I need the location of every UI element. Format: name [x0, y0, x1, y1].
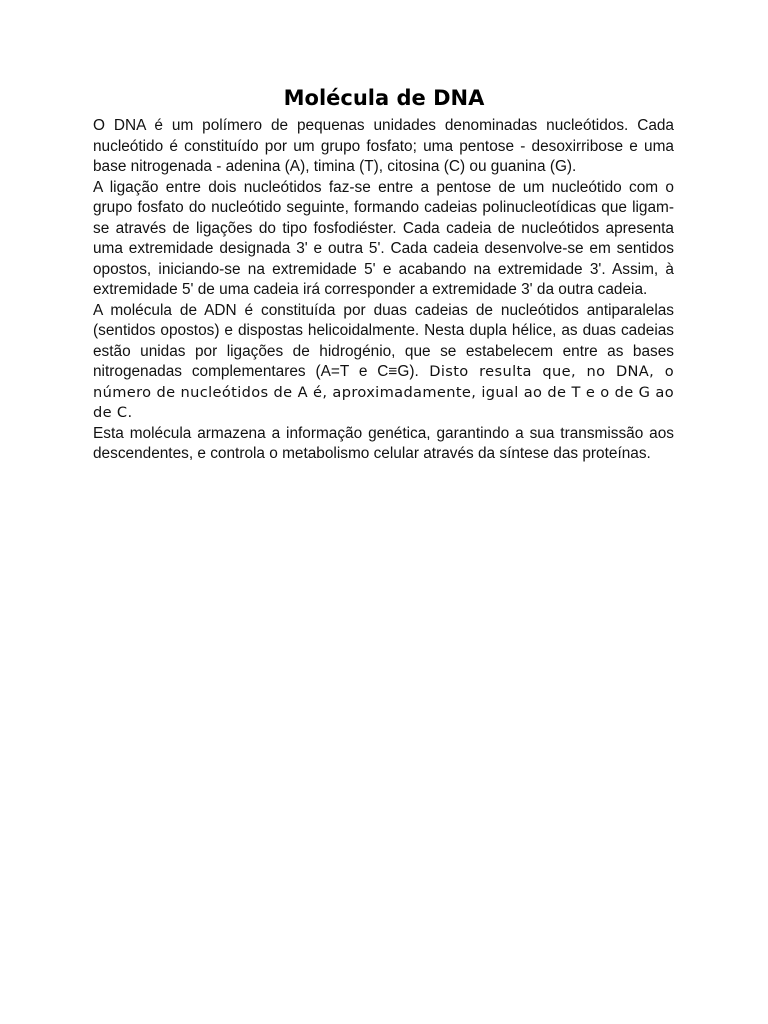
document-title: Molécula de DNA: [283, 86, 485, 110]
paragraph-text: Esta molécula armazena a informação genética, garantindo a sua transmissão aos descendentes, e controla o metabolismo celular através da síntese das proteínas.: [93, 424, 674, 462]
paragraph-text: A ligação entre dois nucleótidos faz-se entre a pentose de um nucleótido com o grupo fosfato do nucleótido seguinte, formando cadeias polinucleotídicas que ligam-se através de ligações do tipo fosfodiéster. Cada cadeia de nucleótidos apresenta uma extremidade designada 3' e outra 5'. Cada cadeia desenvolve-se em sentidos opostos, iniciando-se na extremidade 5' e acabando na extremidade 3'. Assim, à extremidade 5' de uma cadeia irá corresponder a extremidade 3' da outra cadeia.: [93, 178, 674, 298]
paragraph-text: A molécula de ADN é constituída por duas cadeias de nucleótidos antiparalelas (sentidos opostos) e dispostas helicoidalmente. Nesta dupla hélice, as duas cadeias estão unidas por ligações de hidrogénio, que se estabelecem entre as bases nitrogenadas complementares (A=T e C≡G).: [93, 301, 674, 380]
paragraph-double-helix: [93, 301, 674, 424]
paragraph-genetic-information: [93, 424, 674, 465]
paragraph-nucleotide-linkage: [93, 178, 674, 301]
paragraph-text: O DNA é um polímero de pequenas unidades denominadas nucleótidos. Cada nucleótido é constituído por um grupo fosfato; uma pentose - desoxirribose e uma base nitrogenada - adenina (A), timina (T), citosina (C) ou guanina (G).: [93, 117, 674, 175]
paragraph-dna-nucleotides: [93, 116, 674, 178]
paragraph-text-pasted: Disto resulta que, no DNA, o número de nucleótidos de A é, aproximadamente, igual ao de T e o de G ao de C.: [93, 363, 674, 421]
document-body: [93, 116, 674, 465]
